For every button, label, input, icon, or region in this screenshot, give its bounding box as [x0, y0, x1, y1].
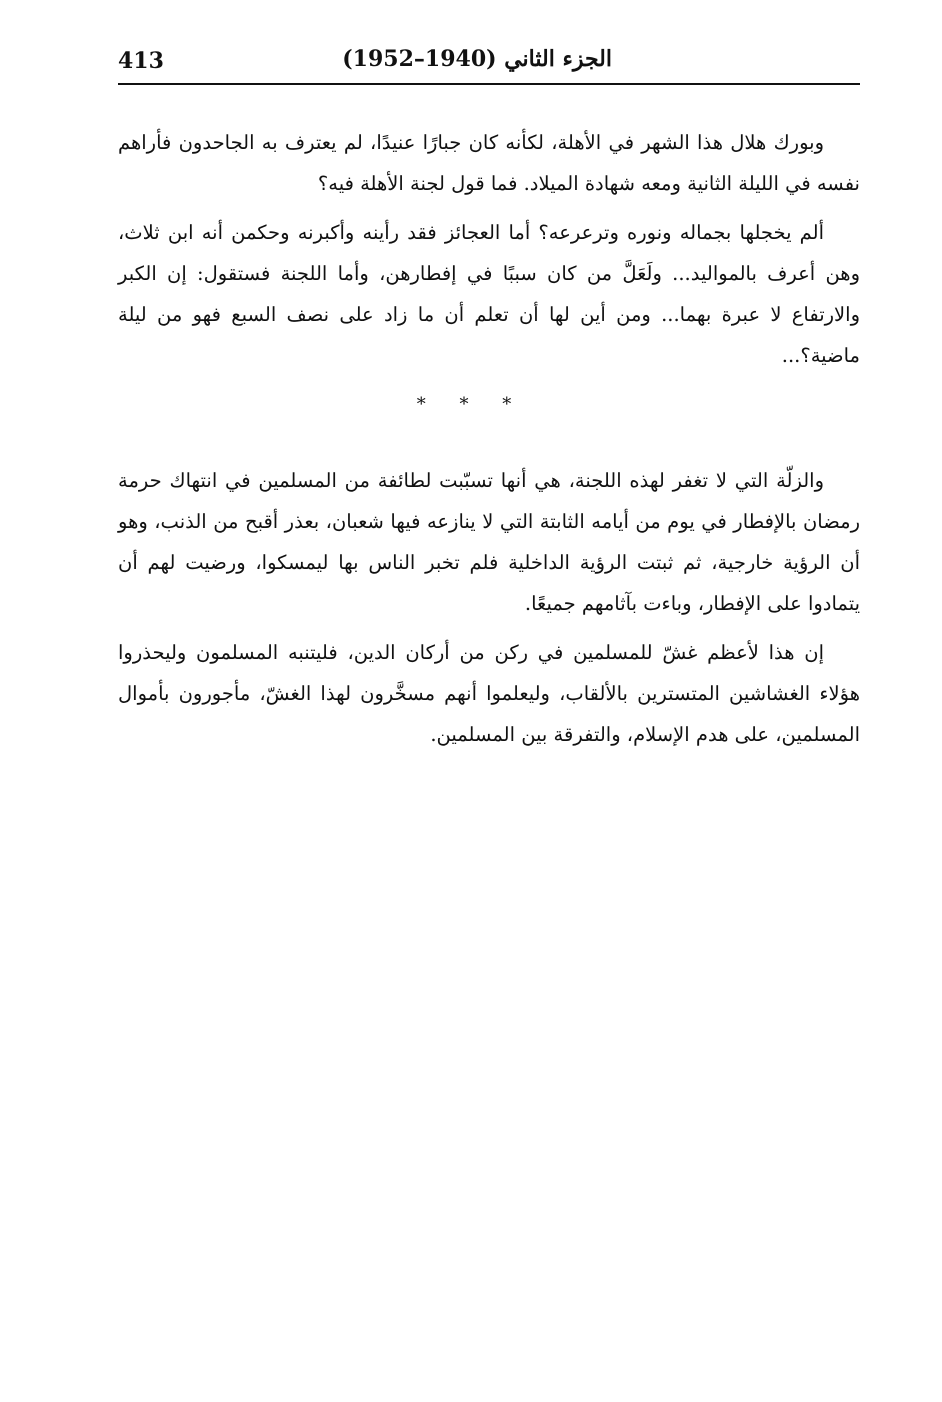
paragraph: والزلّة التي لا تغفر لهذه اللجنة، هي أنها تسبّبت لطائفة من المسلمين في انتهاك حرمة رمضان بالإفطار في يوم من أيامه الثابتة التي لا ينازعه فيها شعبان، بعذر أقبح من الذنب، وهو أن الرؤية خارجية، ثم ثبتت الرؤية الداخلية فلم تخبر الناس بها ليمسكوا، ورضيت لهم أن يتمادوا على الإفطار، وباءت بآثامهم جميعًا. [118, 469, 860, 615]
paragraph: ألم يخجلها بجماله ونوره وترعرعه؟ أما العجائز فقد رأينه وأكبرنه وحكمن أنه ابن ثلاث، وهن أعرف بالمواليد... ولَعَلَّ من كان سببًا في إفطارهن، وأما اللجنة فستقول: إن الكبر والارتفاع لا عبرة بهما... ومن أين لها أن تعلم أن ما زاد على نصف السبع فهو من ليلة ماضية؟... [118, 221, 860, 367]
section-separator: * * * [416, 394, 526, 415]
paragraph: إن هذا لأعظم غشّ للمسلمين في ركن من أركان الدين، فليتنبه المسلمون وليحذروا هؤلاء الغشاشين المتسترين بالألقاب، وليعلموا أنهم مسخَّرون لهذا الغشّ، مأجورون بأموال المسلمين، على هدم الإسلام، والتفرقة بين المسلمين. [118, 641, 860, 746]
header-rule [118, 83, 860, 85]
page-number: 413 [118, 48, 164, 74]
paragraph: وبورك هلال هذا الشهر في الأهلة، لكأنه كان جبارًا عنيدًا، لم يعترف به الجاحدون فأراهم نفسه في الليلة الثانية ومعه شهادة الميلاد. فما قول لجنة الأهلة فيه؟ [118, 131, 860, 195]
running-title: الجزء الثاني (1940–1952) [342, 46, 612, 72]
page-header [118, 44, 860, 84]
section-one [118, 122, 860, 376]
section-two [118, 460, 860, 755]
